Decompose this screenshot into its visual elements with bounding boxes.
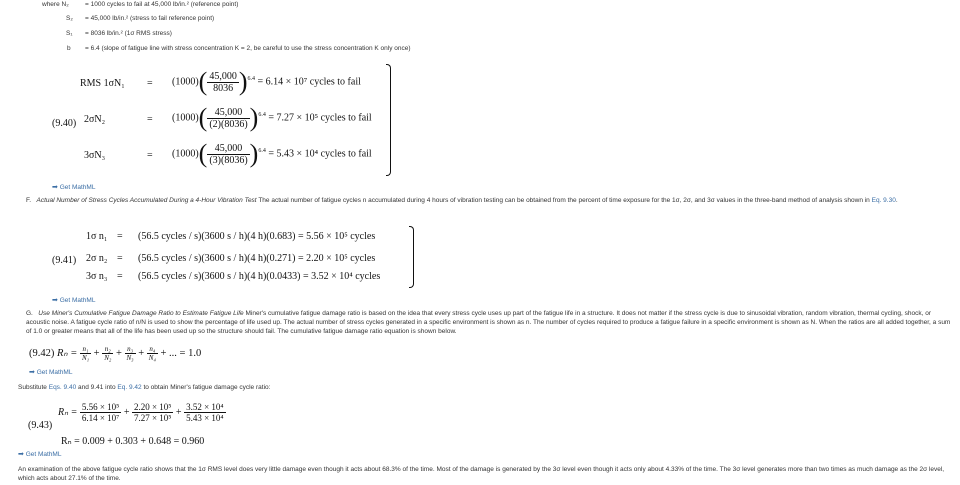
eq-lhs: 1σ n₁ [86, 231, 108, 242]
def-desc: = 45,000 lb/in.² (stress to fail reference point) [85, 15, 215, 22]
arrow-right-icon: ➡ [52, 184, 58, 191]
eq-9-42-link[interactable]: Eq. 9.42 [117, 384, 142, 391]
equation-label: (9.41) [52, 255, 77, 266]
def-row: S₂ [66, 15, 73, 22]
substitute-text: Substitute Eqs. 9.40 and 9.41 into Eq. 9.42 to obtain Miner's fatigue damage cycle ratio: [18, 384, 271, 391]
eq-sign: = [117, 271, 123, 282]
eq-lhs: 2σN₂ [84, 114, 106, 125]
eq-sign: = [147, 114, 153, 125]
eq-sign: = [117, 253, 123, 264]
section-f-paragraph: F. Actual Number of Stress Cycles Accumulated During a 4-Hour Vibration Test The actual number of fatigue cycles n accumulated during 4 hours of vibration testing can be obtained from the percent of time exposure for the 1σ, 2σ, and 3σ values in the three-band method of analysis shown in Eq. 9.30. [26, 197, 898, 204]
eq-lhs: RMS 1σN₁ [80, 78, 125, 89]
arrow-right-icon: ➡ [29, 369, 35, 376]
arrow-right-icon: ➡ [52, 297, 58, 304]
eq-body: (1000)( $\frac{45,000}{8036}$ )$^{6.4}$ = 6.14 × 10⁷ cycles to fail [172, 67, 361, 96]
eq-body: (1000)( $\frac{45,000}{(2)(8036)}$ )$^{6.4}$ = 7.27 × 10⁵ cycles to fail [172, 103, 372, 132]
eq-lhs: 3σN₃ [84, 150, 106, 161]
get-mathml-link[interactable]: ➡ Get MathML [18, 451, 62, 458]
eq-body: (1000)( $\frac{45,000}{(3)(8036)}$ )$^{6.4}$ = 5.43 × 10⁴ cycles to fail [172, 139, 372, 168]
section-f-title: Actual Number of Stress Cycles Accumulated During a 4-Hour Vibration Test [36, 197, 257, 204]
equation-label: (9.40) [52, 118, 77, 129]
eq-lhs: 3σ n₃ [86, 271, 108, 282]
eq-sign: = [117, 231, 123, 242]
def-desc: = 8036 lb/in.² (1σ RMS stress) [85, 30, 172, 37]
eq-body: (56.5 cycles / s)(3600 s / h)(4 h)(0.683) = 5.56 × 10⁵ cycles [138, 231, 376, 242]
eq-body: (56.5 cycles / s)(3600 s / h)(4 h)(0.271) = 2.20 × 10⁵ cycles [138, 253, 376, 264]
equation-label: (9.43) [28, 420, 53, 431]
eq-9-30-link[interactable]: Eq. 9.30 [871, 197, 896, 204]
eq-943-line1: Rₙ = $\frac{\text{5.56 × 10⁵}}{\text{6.14 × 10⁷}}$ + $\frac{\text{2.20 × 10⁵}}{\text{7.27 × 10⁵}}$ + $\frac{\text{3.52 × 10⁴}}{\text{5.43 × 10⁴}}$ [58, 402, 224, 423]
get-mathml-link[interactable]: ➡ Get MathML [29, 369, 73, 376]
get-mathml-link[interactable]: ➡ Get MathML [52, 184, 96, 191]
eq-sign: = [147, 150, 153, 161]
eq-lhs: 2σ n₂ [86, 253, 108, 264]
def-row: S₁ [66, 30, 73, 37]
def-row: b [67, 45, 71, 52]
equation-brace [386, 64, 391, 176]
section-g-title: Use Miner's Cumulative Fatigue Damage Ratio to Estimate Fatigue Life [38, 310, 244, 317]
def-desc: = 1000 cycles to fail at 45,000 lb/in.² (reference point) [85, 1, 239, 8]
eq-943-line2: Rₙ = 0.009 + 0.303 + 0.648 = 0.960 [61, 436, 205, 447]
get-mathml-link[interactable]: ➡ Get MathML [52, 297, 96, 304]
eq-sign: = [147, 78, 153, 89]
arrow-right-icon: ➡ [18, 451, 24, 458]
eq-9-40-link[interactable]: Eqs. 9.40 [48, 384, 77, 391]
equation-brace [409, 226, 414, 288]
closing-paragraph: An examination of the above fatigue cycle ratio shows that the 1σ RMS level does very little damage even though it acts about 68.3% of the time. Most of the damage is generated by the 3σ level even though it acts only about 4.33% of the time. The 3σ level generates more than two times as much damage as the 2σ level, which acts about 27.1% of the time. [18, 466, 945, 482]
eq-body: (56.5 cycles / s)(3600 s / h)(4 h)(0.0433) = 3.52 × 10⁴ cycles [138, 271, 381, 282]
eq-942: (9.42) Rₙ = $\frac{\text{n₁}}{\text{N₁}}$ + $\frac{\text{n₂}}{\text{N₂}}$ + $\frac{\text{n₃}}{\text{N₃}}$ + $\frac{\text{n₄}}{\text{N₄}}$ + ... = 1.0 [29, 345, 202, 362]
def-desc: = 6.4 (slope of fatigue line with stress concentration K = 2, be careful to use the stress concentration K only once) [85, 45, 411, 52]
def-row: where N₂ [42, 1, 69, 8]
section-g-paragraph: G. Use Miner's Cumulative Fatigue Damage Ratio to Estimate Fatigue Life Miner's cumulative fatigue damage ratio is based on the idea that every stress cycle uses up part of the fatigue life in a structure. It does not matter if the stress cycle is due to sinusoidal vibration, random vibration, thermal cycling, shock, or acoustic noise. A fatigue cycle ratio of n/N is used to show the percentage of life used up. The actual number of stress cycles generated in a specific environment is shown as n. The number of cycles required to produce a fatigue failure in a specific environment is shown as N. When the ratios are all added together, a sum of 1.0 or greater means that all of the life has been used up so the structure should fail. The cumulative fatigue damage ratio equation is shown below. [26, 310, 951, 335]
